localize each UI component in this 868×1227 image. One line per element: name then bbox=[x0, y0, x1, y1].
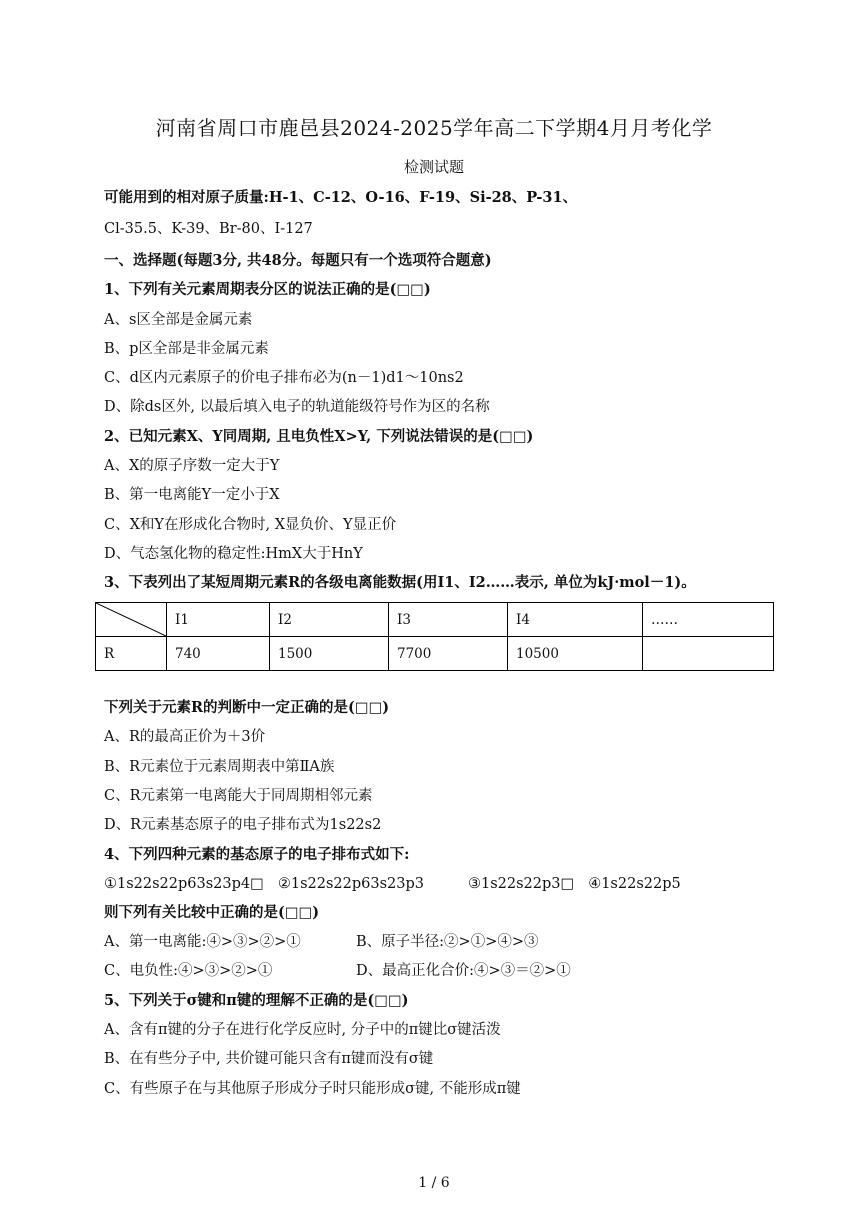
table-cell: 10500 bbox=[508, 637, 643, 671]
question-1-option-a: A、s区全部是金属元素 bbox=[104, 312, 253, 328]
atomic-mass-line-1: 可能用到的相对原子质量:H-1、C-12、O-16、F-19、Si-28、P-31、 bbox=[104, 189, 578, 206]
table-header-cell: I2 bbox=[270, 603, 389, 637]
page-subtitle: 检测试题 bbox=[403, 158, 464, 176]
table-row bbox=[96, 603, 774, 637]
question-4-option-d: D、最高正化合价:④>③＝②>① bbox=[356, 963, 571, 979]
config-3: ③1s22s22p3□ bbox=[467, 876, 575, 892]
question-2-stem: 2、已知元素X、Y同周期, 且电负性X>Y, 下列说法错误的是(□□) bbox=[104, 428, 534, 445]
question-4-stem: 4、下列四种元素的基态原子的电子排布式如下: bbox=[104, 846, 410, 863]
page-title: 河南省周口市鹿邑县2024-2025学年高二下学期4月月考化学 bbox=[155, 116, 713, 140]
question-3-question: 下列关于元素R的判断中一定正确的是(□□) bbox=[104, 699, 390, 716]
question-4-option-c: C、电负性:④>③>②>① bbox=[104, 963, 273, 979]
question-3-option-a: A、R的最高正价为＋3价 bbox=[104, 729, 266, 745]
table-header-cell: I3 bbox=[389, 603, 508, 637]
question-3-option-b: B、R元素位于元素周期表中第ⅡA族 bbox=[104, 759, 335, 775]
table-header-cell: I1 bbox=[167, 603, 270, 637]
question-1-option-b: B、p区全部是非金属元素 bbox=[104, 341, 269, 357]
question-4-option-a: A、第一电离能:④>③>②>① bbox=[104, 934, 301, 950]
diagonal-line-icon bbox=[96, 603, 166, 636]
config-4: ④1s22s22p5 bbox=[588, 876, 681, 892]
config-1: ①1s22s22p63s23p4□ bbox=[104, 876, 264, 892]
question-3-option-c: C、R元素第一电离能大于同周期相邻元素 bbox=[104, 788, 373, 804]
table-cell: 740 bbox=[167, 637, 270, 671]
page-number: 1 / 6 bbox=[418, 1175, 450, 1191]
question-2-option-a: A、X的原子序数一定大于Y bbox=[104, 458, 280, 474]
table-cell: 1500 bbox=[270, 637, 389, 671]
question-4-question: 则下列有关比较中正确的是(□□) bbox=[104, 904, 320, 921]
question-1-option-d: D、除ds区外, 以最后填入电子的轨道能级符号作为区的名称 bbox=[104, 399, 490, 415]
question-4-options-row-1 bbox=[104, 933, 744, 951]
table-cell: R bbox=[96, 637, 167, 671]
ionization-energy-table bbox=[95, 602, 774, 671]
table-header-cell: …… bbox=[643, 603, 774, 637]
section-heading: 一、选择题(每题3分, 共48分。每题只有一个选项符合题意) bbox=[104, 252, 492, 269]
question-3-option-d: D、R元素基态原子的电子排布式为1s22s2 bbox=[104, 817, 382, 833]
question-4-option-b: B、原子半径:②>①>④>③ bbox=[356, 934, 539, 950]
question-2-option-d: D、气态氢化物的稳定性:HmX大于HnY bbox=[104, 546, 363, 562]
question-3-stem: 3、下表列出了某短周期元素R的各级电离能数据(用I1、I2……表示, 单位为kJ·mol－1)。 bbox=[104, 574, 696, 591]
question-5-option-a: A、含有π键的分子在进行化学反应时, 分子中的π键比σ键活泼 bbox=[104, 1022, 501, 1038]
table-row bbox=[96, 637, 774, 671]
question-1-option-c: C、d区内元素原子的价电子排布必为(n－1)d1～10ns2 bbox=[104, 370, 464, 386]
question-5-stem: 5、下列关于σ键和π键的理解不正确的是(□□) bbox=[104, 992, 409, 1009]
table-header-cell: I4 bbox=[508, 603, 643, 637]
config-2: ②1s22s22p63s23p3 bbox=[277, 876, 424, 892]
table-cell: 7700 bbox=[389, 637, 508, 671]
question-5-option-c: C、有些原子在与其他原子形成分子时只能形成σ键, 不能形成π键 bbox=[104, 1081, 521, 1097]
question-2-option-c: C、X和Y在形成化合物时, X显负价、Y显正价 bbox=[104, 517, 397, 533]
question-5-option-b: B、在有些分子中, 共价键可能只含有π键而没有σ键 bbox=[104, 1051, 434, 1067]
question-1-stem: 1、下列有关元素周期表分区的说法正确的是(□□) bbox=[104, 281, 431, 298]
atomic-mass-line-2: Cl-35.5、K-39、Br-80、I-127 bbox=[104, 221, 313, 237]
question-4-configs bbox=[104, 875, 681, 893]
question-2-option-b: B、第一电离能Y一定小于X bbox=[104, 487, 280, 503]
table-diagonal-cell bbox=[96, 603, 167, 637]
table-cell bbox=[643, 637, 774, 671]
question-4-options-row-2 bbox=[104, 962, 744, 980]
